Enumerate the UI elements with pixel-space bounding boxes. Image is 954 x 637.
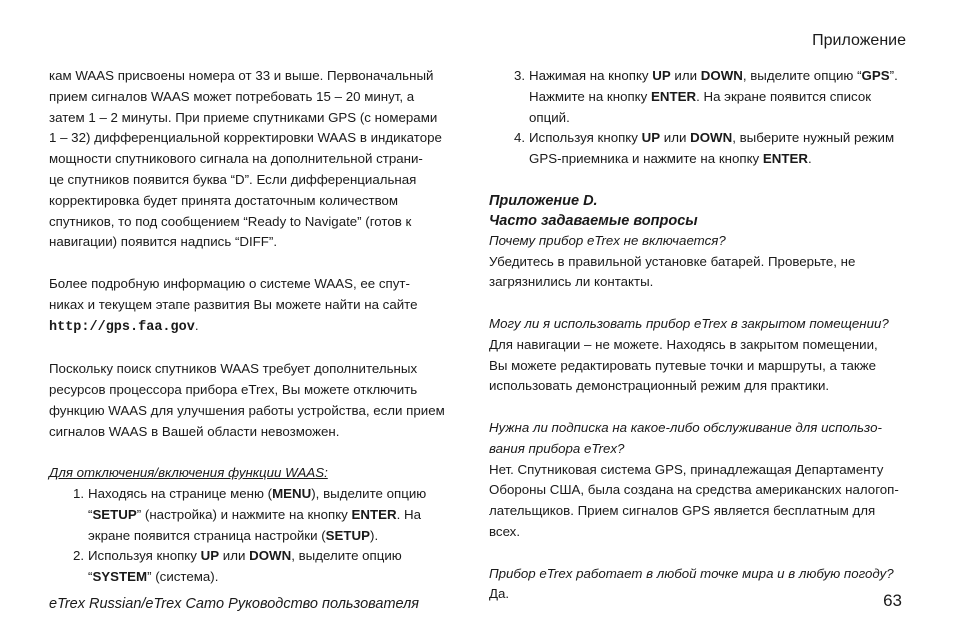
faq-item: Могу ли я использовать прибор eTrex в закрытом помещении? Для навигации – не можете. Находясь в закрытом помещении, Вы можете редактировать путевые точки и маршруты, а также использовать демонстрационный режим для практики. [489, 315, 889, 394]
faq-question: Могу ли я использовать прибор eTrex в закрытом помещении? [489, 315, 889, 331]
section-title: Приложение [812, 32, 906, 49]
faq-question: Нужна ли подписка на какое-либо обслуживание для использо- [489, 419, 882, 435]
faa-website-link[interactable]: http://gps.faa.gov [49, 319, 195, 335]
faq-item: Нужна ли подписка на какое-либо обслуживание для использо- вания прибора eTrex? Нет. Спутниковая система GPS, принадлежащая Департаменту Обороны США, была создана на средства американских налогоп- лательщиков. Прием сигналов GPS является бесплатным для всех. [489, 419, 899, 539]
waas-steps-list-continued [489, 66, 909, 170]
step-4: 4. Используя кнопку UP или DOWN, выберите нужный режим GPS-приемника и нажмите на кнопку ENTER. [514, 130, 895, 167]
faq-item: Почему прибор eTrex не включается? Убедитесь в правильной установке батарей. Проверьте, не загрязнились ли контакты. [489, 232, 856, 290]
waas-toggle-heading: Для отключения/включения функции WAAS: [49, 465, 328, 481]
manual-title: eTrex Russian/eTrex Camo Руководство пользователя [49, 596, 420, 612]
right-column [489, 66, 909, 605]
step-2: 2. Используя кнопку UP или DOWN, выделите опцию “SYSTEM” (система). [73, 548, 402, 585]
paragraph-disable-waas: Поскольку поиск спутников WAAS требует дополнительных ресурсов процессора прибора eTrex, Вы можете отключить функцию WAAS для улучшения работы устройства, если прием сигналов WAAS в Вашей области невозможен. [49, 361, 445, 439]
step-3: 3. Нажимая на кнопку UP или DOWN, выделите опцию “GPS”. Нажмите на кнопку ENTER. На экране появится список опций. [514, 68, 898, 125]
paragraph-waas-intro: кам WAAS присвоены номера от 33 и выше. Первоначальный прием сигналов WAAS может потребовать 15 – 20 минут, а затем 1 – 2 минуты. При приеме спутниками GPS (с номерами 1 – 32) дифференциальной корректировки WAAS в индикаторе мощности спутникового сигнала на дополнительной страни- це спутников появится буква “D”. Если дифференциальная корректировка будет принята достаточным количеством спутников, то под сообщением “Ready to Navigate” (готов к навигации) появится надпись “DIFF”. [49, 68, 442, 250]
waas-steps-list [49, 484, 469, 588]
faq-question: Прибор eTrex работает в любой точке мира и в любую погоду? [489, 565, 894, 581]
paragraph-more-info: Более подробную информацию о системе WAAS, ее спут- никах и текущем этапе развития Вы можете найти на сайте http://gps.faa.gov. [49, 275, 418, 335]
faq-item: Прибор eTrex работает в любой точке мира и в любую погоду? Да. [489, 565, 894, 602]
left-column [49, 66, 469, 588]
step-1: 1. Находясь на странице меню (MENU), выделите опцию “SETUP” (настройка) и нажмите на кнопку ENTER. На экране появится страница настройки (SETUP). [73, 485, 427, 543]
page-number: 63 [883, 591, 902, 610]
faq-question: Почему прибор eTrex не включается? [489, 232, 726, 248]
appendix-d-title: Приложение D. Часто задаваемые вопросы [489, 192, 698, 229]
